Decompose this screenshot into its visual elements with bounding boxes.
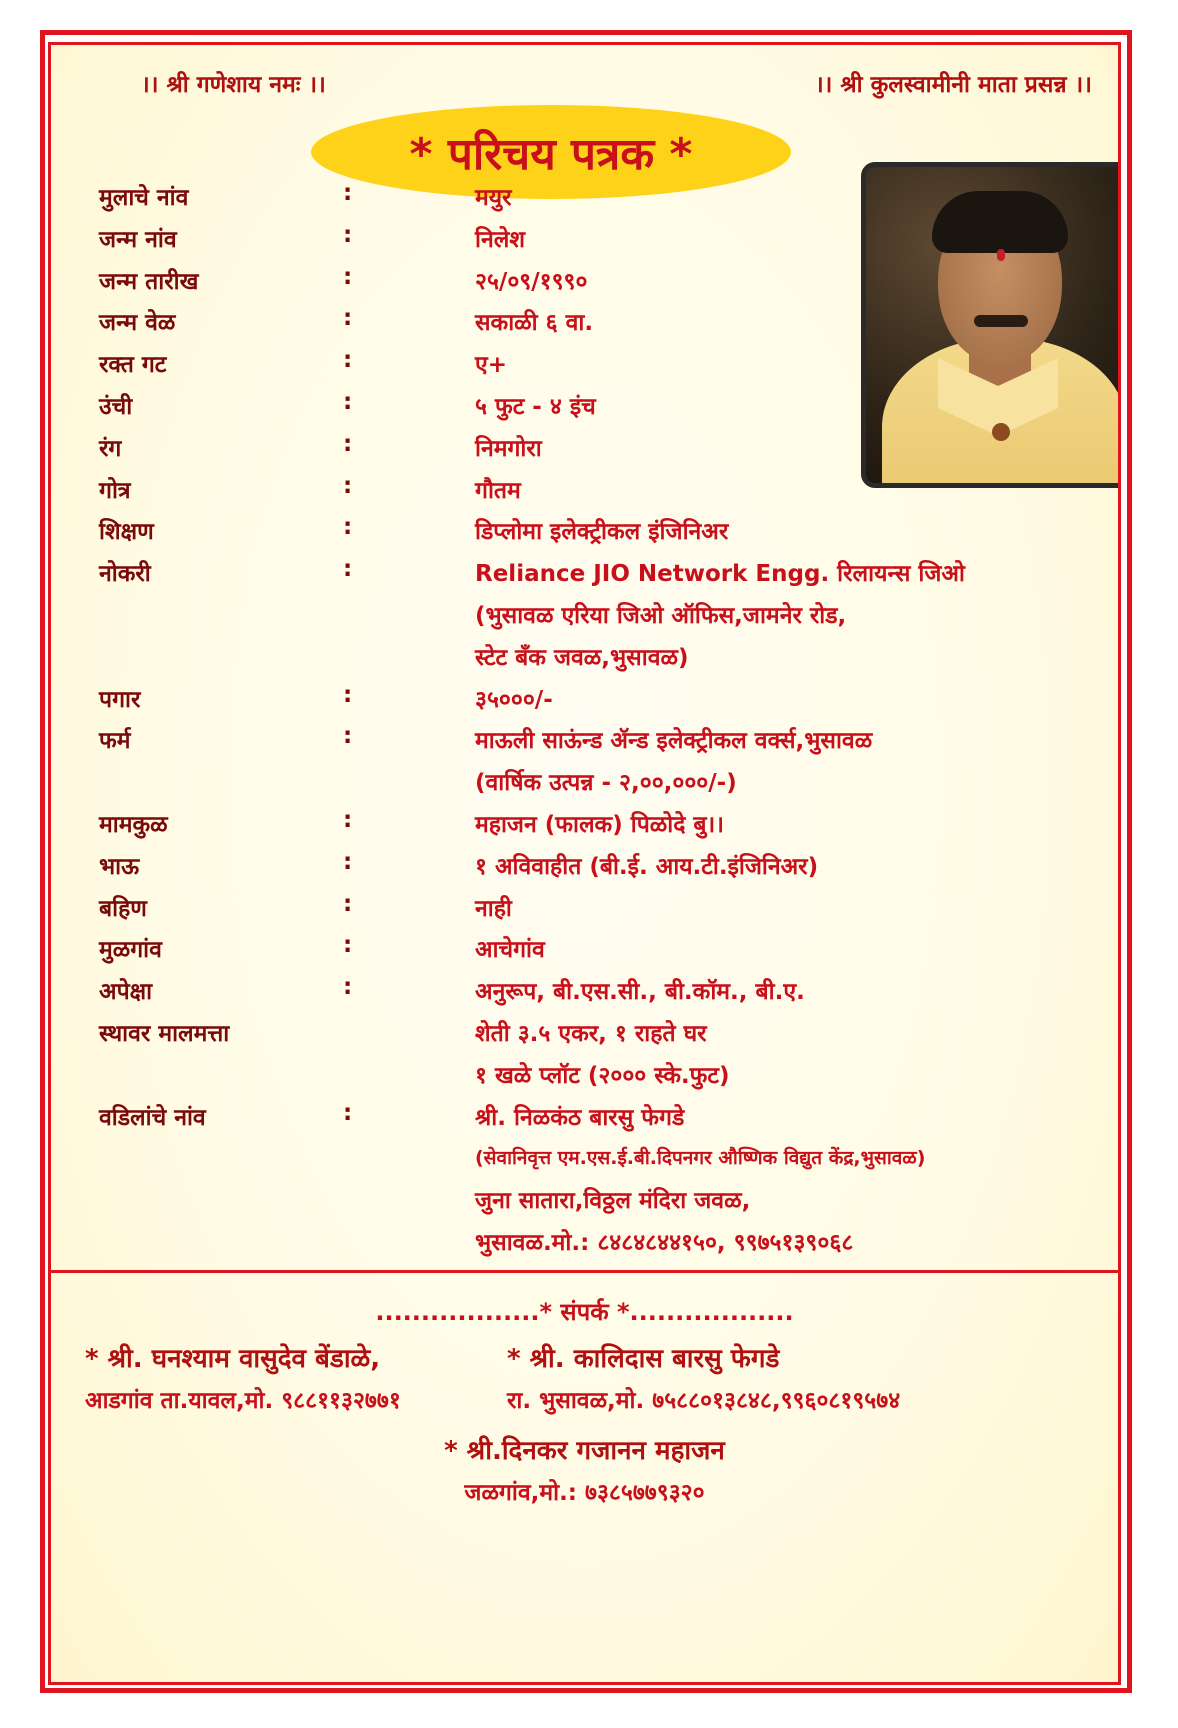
photo-hair [932, 191, 1068, 253]
detail-colon: : [343, 681, 353, 708]
detail-value: Reliance JIO Network Engg. रिलायन्स जिओ [475, 561, 965, 588]
contact-address: आडगांव ता.यावल,मो. ९८८११३२७७१ [85, 1388, 401, 1414]
detail-label: जन्म वेळ [99, 310, 176, 337]
detail-colon: : [343, 472, 353, 499]
detail-value: २५/०९/१९९० [475, 268, 588, 295]
detail-value: निलेश [475, 226, 525, 253]
detail-colon: : [343, 347, 353, 374]
detail-label: वडिलांचे नांव [99, 1104, 206, 1131]
detail-label: मुलाचे नांव [99, 185, 189, 211]
detail-value: श्री. निळकंठ बारसु फेगडे [475, 1104, 685, 1131]
detail-value: अनुरूप, बी.एस.सी., बी.कॉम., बी.ए. [475, 979, 805, 1006]
detail-label: गोत्र [99, 477, 131, 504]
contact-name: * श्री. घनश्याम वासुदेव बेंडाळे, [85, 1344, 381, 1374]
contact-address: जळगांव,मो.: ७३८५७७९३२० [464, 1480, 705, 1506]
detail-value: भुसावळ.मो.: ८४८४८४४१५०, ९९७५१३९०६८ [475, 1230, 854, 1256]
detail-colon: : [343, 221, 353, 248]
contact-address: रा. भुसावळ,मो. ७५८८०१३८४८,९९६०८१९५७४ [507, 1388, 901, 1414]
contact-name: * श्री. कालिदास बारसु फेगडे [507, 1344, 780, 1374]
detail-value: माऊली साऊंन्ड ॲन्ड इलेक्ट्रीकल वर्क्स,भुसावळ [475, 728, 873, 755]
detail-colon: : [343, 305, 353, 332]
detail-value: गौतम [475, 477, 521, 504]
detail-value: जुना सातारा,विठ्ठल मंदिरा जवळ, [475, 1188, 751, 1215]
detail-colon: : [343, 556, 353, 583]
detail-label: अपेक्षा [99, 979, 153, 1006]
detail-label: रंग [99, 435, 122, 462]
detail-value: आचेगांव [475, 937, 545, 964]
detail-value: महाजन (फालक) पिळोदे बु।। [475, 812, 724, 838]
detail-value: मयुर [475, 185, 512, 211]
detail-value: (भुसावळ एरिया जिओ ऑफिस,जामनेर रोड, [475, 603, 847, 629]
contact-heading: ..................* संपर्क *.................. [375, 1298, 794, 1326]
detail-value: डिप्लोमा इलेक्ट्रीकल इंजिनिअर [475, 519, 729, 546]
detail-colon: : [343, 974, 353, 1001]
detail-colon: : [343, 430, 353, 457]
detail-value: शेती ३.५ एकर, १ राहते घर [475, 1021, 707, 1047]
detail-value: (वार्षिक उत्पन्न - २,००,०००/-) [475, 770, 737, 797]
detail-value: ३५०००/- [475, 686, 553, 713]
detail-value: १ खळे प्लॉट (२००० स्के.फुट) [475, 1062, 730, 1089]
detail-colon: : [343, 807, 353, 833]
detail-label: बहिण [99, 895, 147, 922]
detail-value: ए+ [475, 352, 507, 379]
left-invocation: ।। श्री गणेशाय नमः ।। [141, 72, 326, 98]
detail-colon: : [343, 723, 353, 750]
photo-tilak [997, 249, 1005, 261]
detail-value: नाही [475, 895, 512, 922]
detail-label: स्थावर मालमत्ता [99, 1021, 230, 1047]
detail-colon: : [343, 180, 353, 206]
detail-label: फर्म [99, 728, 131, 755]
page-title: * परिचय पत्रक * [409, 129, 693, 180]
detail-label: नोकरी [99, 561, 151, 588]
detail-label: मामकुळ [99, 812, 168, 838]
contact-name: * श्री.दिनकर गजानन महाजन [444, 1436, 725, 1466]
title-oval [311, 105, 791, 199]
detail-label: रक्त गट [99, 352, 167, 379]
detail-label: शिक्षण [99, 519, 154, 546]
detail-colon: : [343, 932, 353, 959]
detail-value: स्टेट बँक जवळ,भुसावळ) [475, 644, 689, 671]
detail-colon: : [343, 514, 353, 541]
detail-colon: : [343, 263, 353, 290]
detail-value: (सेवानिवृत्त एम.एस.ई.बी.दिपनगर औष्णिक विद्युत केंद्र,भुसावळ) [475, 1147, 926, 1170]
detail-colon: : [343, 890, 353, 917]
photo-mustache [974, 315, 1028, 327]
detail-label: मुळगांव [99, 937, 162, 964]
photo-pendant [992, 423, 1010, 441]
biodata-card [48, 42, 1121, 1685]
detail-label: पगार [99, 686, 141, 713]
detail-value: ५ फुट - ४ इंच [475, 394, 596, 420]
profile-photo [861, 162, 1121, 488]
detail-value: १ अविवाहीत (बी.ई. आय.टी.इंजिनिअर) [475, 853, 819, 880]
section-divider [51, 1270, 1118, 1273]
detail-label: भाऊ [99, 853, 140, 880]
right-invocation: ।। श्री कुलस्वामीनी माता प्रसन्न ।। [814, 72, 1092, 98]
detail-value: निमगोरा [475, 435, 542, 462]
detail-value: सकाळी ६ वा. [475, 310, 594, 337]
detail-colon: : [343, 389, 353, 415]
detail-label: जन्म नांव [99, 226, 177, 253]
detail-label: उंची [99, 394, 133, 420]
detail-label: जन्म तारीख [99, 268, 199, 295]
detail-colon: : [343, 848, 353, 875]
detail-colon: : [343, 1099, 353, 1126]
